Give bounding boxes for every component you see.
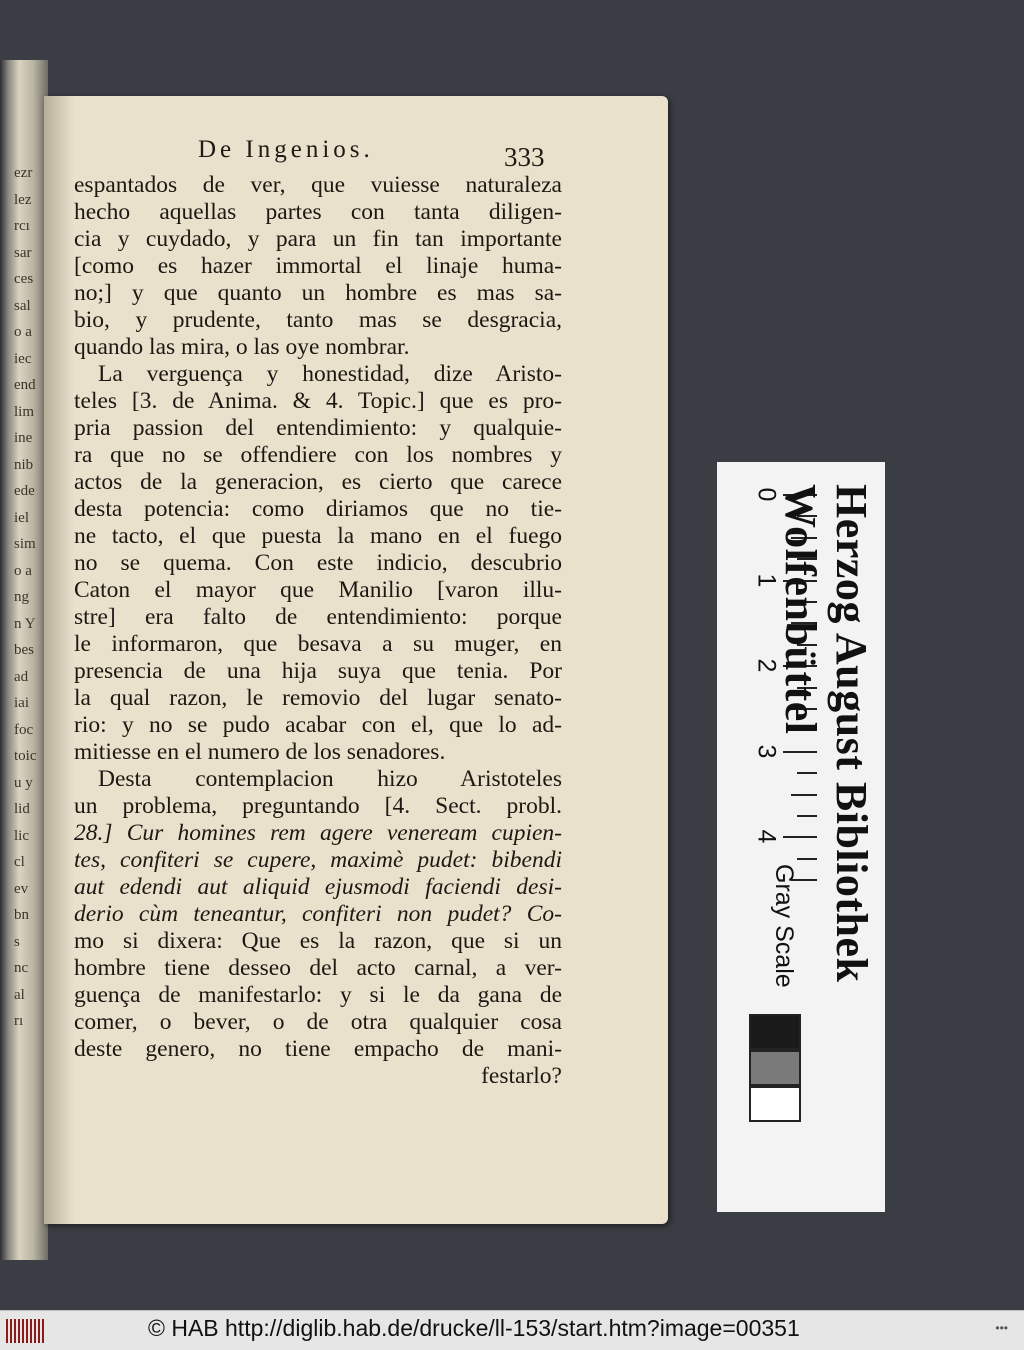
spine-fragment: al xyxy=(14,986,25,1003)
text-line: Desta contemplacion hizo Aristoteles xyxy=(98,766,562,792)
text-line: hecho aquellas partes con tanta diligen- xyxy=(74,199,562,225)
text-line: bio, y prudente, tanto mas se desgracia, xyxy=(74,307,562,333)
text-line: pria passion del entendimiento: y qualquie- xyxy=(74,415,562,441)
spine-fragment: nib xyxy=(14,456,34,473)
spine-text-fragments xyxy=(14,160,48,1035)
spine-fragment: lez xyxy=(14,191,32,208)
spine-fragment: lic xyxy=(14,827,29,844)
spine-fragment: ezr xyxy=(14,165,33,181)
text-line: no;] y que quanto un hombre es mas sa- xyxy=(74,280,562,306)
text-line: ne tacto, el que puesta la mano en el fuego xyxy=(74,523,562,549)
text-line: rio: y no se pudo acabar con el, que lo ad- xyxy=(74,712,562,738)
ruler-number: 0 xyxy=(752,487,781,502)
spine-fragment: lim xyxy=(14,403,35,420)
text-line: actos de la generacion, es cierto que carece xyxy=(74,469,562,495)
text-line: mitiesse en el numero de los senadores. xyxy=(74,739,446,765)
text-line: presencia de una hija suya que tenia. Por xyxy=(74,658,562,684)
text-line: cia y cuydado, y para un fin tan importante xyxy=(74,226,562,252)
copyright-link[interactable]: © HAB http://diglib.hab.de/drucke/ll-153/start.htm?image=00351 xyxy=(148,1315,800,1341)
book-page xyxy=(44,96,668,1224)
text-line: [como es hazer immortal el linaje huma- xyxy=(74,253,562,279)
text-line: le informaron, que besava a su muger, en xyxy=(74,631,562,657)
spine-fragment: ev xyxy=(14,880,29,897)
page-text xyxy=(74,172,562,1090)
page-number: 333 xyxy=(504,142,545,172)
text-line: stre] era falto de entendimiento: porque xyxy=(74,604,562,630)
spine-fragment: ede xyxy=(14,483,35,499)
spine-fragment: bes xyxy=(14,642,34,658)
footer-bar xyxy=(0,1310,1024,1350)
spine-fragment: iai xyxy=(14,695,29,711)
text-line: desta potencia: como diriamos que no tie- xyxy=(74,496,562,522)
text-line: guença de manifestarlo: y si le da gana de xyxy=(74,982,562,1008)
text-line: festarlo? xyxy=(481,1063,562,1089)
book-spine xyxy=(0,60,48,1260)
text-line: comer, o bever, o de otra qualquier cosa xyxy=(74,1009,562,1035)
text-line: no se quema. Con este indicio, descubrio xyxy=(74,550,562,576)
text-line: un problema, preguntando [4. Sect. probl. xyxy=(74,793,562,819)
running-header: De Ingenios. xyxy=(198,136,374,163)
ruler-number: 2 xyxy=(752,658,781,673)
spine-fragment: ad xyxy=(14,668,29,685)
spine-fragment: nc xyxy=(14,960,29,976)
hab-logo-icon xyxy=(6,1319,46,1343)
spine-fragment: s xyxy=(14,933,20,950)
spine-fragment: iel xyxy=(14,509,29,526)
text-line: La verguença y honestidad, dize Aristo- xyxy=(98,361,562,387)
text-line: derio cùm teneantur, confiteri non pudet? Co- xyxy=(74,901,562,927)
spine-fragment: ces xyxy=(14,271,34,287)
ruler-number: 3 xyxy=(752,744,781,759)
text-line: 28.] Cur homines rem agere veneream cupien- xyxy=(74,820,562,846)
gray-swatch xyxy=(749,1050,801,1086)
spine-fragment: rı xyxy=(14,1013,24,1029)
text-line: quando las mira, o las oye nombrar. xyxy=(74,334,410,360)
spine-fragment: bn xyxy=(14,907,29,923)
text-line: teles [3. de Anima. & 4. Topic.] que es pro- xyxy=(74,388,562,414)
text-line: espantados de ver, que vuiesse naturaleza xyxy=(74,172,562,198)
text-line: deste genero, no tiene empacho de mani- xyxy=(74,1036,562,1062)
text-line: la qual razon, le removio del lugar senato- xyxy=(74,685,562,711)
spine-fragment: toic xyxy=(14,748,37,764)
spine-fragment: sal xyxy=(14,297,31,314)
spine-fragment: iec xyxy=(14,350,32,367)
color-ruler xyxy=(717,462,885,1212)
ruler-number: 4 xyxy=(752,829,781,844)
spine-fragment: cl xyxy=(14,854,25,870)
ruler-number: 1 xyxy=(752,573,781,588)
text-line: tes, confiteri se cupere, maximè pudet: bibendi xyxy=(74,847,562,873)
spine-fragment: sar xyxy=(14,244,32,261)
spine-fragment: foc xyxy=(14,721,34,738)
spine-fragment: o a xyxy=(14,562,32,579)
spine-fragment: o a xyxy=(14,324,32,340)
spine-fragment: ine xyxy=(14,430,33,446)
text-line: Caton el mayor que Manilio [varon illu- xyxy=(74,577,562,603)
text-line: hombre tiene desseo del acto carnal, a ver- xyxy=(74,955,562,981)
ruler-title: Herzog August Bibliothek Wolfenbüttel xyxy=(776,484,876,983)
gray-scale-label: Gray Scale xyxy=(770,864,798,988)
gray-swatch xyxy=(749,1014,801,1050)
text-line: ra que no se offendiere con los nombres y xyxy=(74,442,562,468)
text-line: aut edendi aut aliquid ejusmodi faciendi desi- xyxy=(74,874,562,900)
text-line: mo si dixera: Que es la razon, que si un xyxy=(74,928,562,954)
spine-fragment: end xyxy=(14,377,36,393)
spine-fragment: u y xyxy=(14,774,33,791)
spine-fragment: n Y xyxy=(14,615,36,632)
spine-fragment: sim xyxy=(14,536,36,552)
spine-fragment: rcı xyxy=(14,218,30,234)
spine-fragment: lid xyxy=(14,801,30,817)
gray-swatch xyxy=(749,1086,801,1122)
spine-fragment: ng xyxy=(14,589,29,605)
more-icon[interactable]: ••• xyxy=(995,1321,1008,1335)
